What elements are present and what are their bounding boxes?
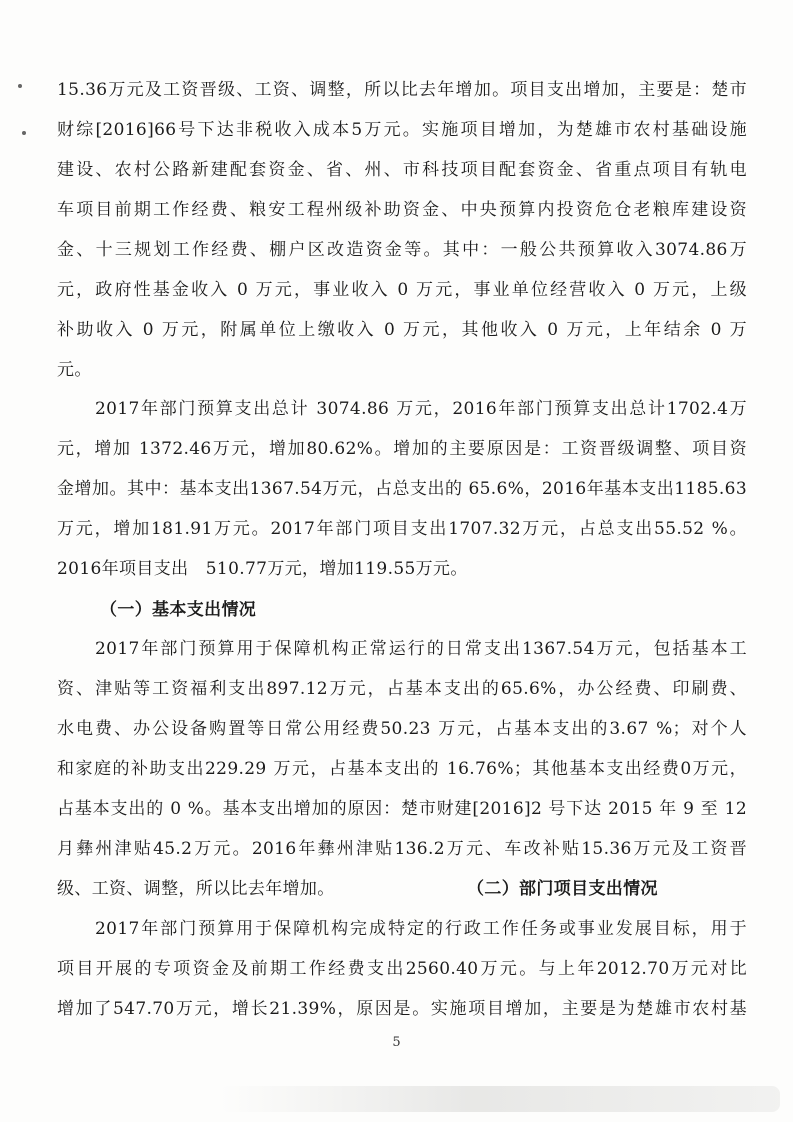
paragraph-line: 元，增加 1372.46万元，增加80.62%。增加的主要原因是：工资晋级调整、项目资 [57,439,747,459]
paragraph-line: 建设、农村公路新建配套资金、省、州、市科技项目配套资金、省重点项目有轨电 [57,160,747,180]
paragraph-line: 2016年项目支出 510.77万元，增加119.55万元。 [57,559,468,579]
paragraph-line: 资、津贴等工资福利支出897.12万元，占基本支出的65.6%，办公经费、印刷费、 [57,679,747,699]
paragraph-line: 补助收入 0 万元，附属单位上缴收入 0 万元，其他收入 0 万元，上年结余 0 万 [57,320,747,340]
scan-mark [22,131,26,135]
paragraph-line: 占基本支出的 0 %。基本支出增加的原因：楚市财建[2016]2 号下达 2015 年 9 至 12 [57,799,747,819]
paragraph-line: 级、工资、调整，所以比去年增加。 [57,879,335,899]
paragraph-line: 增加了547.70万元，增长21.39%，原因是。实施项目增加，主要是为楚雄市农村基 [57,999,747,1019]
paragraph-line: 元。 [57,360,92,380]
paragraph-line: 财综[2016]66号下达非税收入成本5万元。实施项目增加，为楚雄市农村基础设施 [57,120,747,140]
paragraph-line: 2017年部门预算支出总计 3074.86 万元，2016年部门预算支出总计1702.4万 [95,399,747,419]
paragraph-line: 和家庭的补助支出229.29 万元，占基本支出的 16.76%；其他基本支出经费0万元， [57,759,747,779]
page-number: 5 [392,1035,401,1050]
scan-mark [18,84,22,88]
paragraph-line: 元，政府性基金收入 0 万元，事业收入 0 万元，事业单位经营收入 0 万元，上级 [57,280,747,300]
paragraph-line: 项目开展的专项资金及前期工作经费支出2560.40万元。与上年2012.70万元对比 [57,959,747,979]
paragraph-line: 金、十三规划工作经费、棚户区改造资金等。其中：一般公共预算收入3074.86万 [57,240,747,260]
section-heading: （二）部门项目支出情况 [467,879,658,899]
paragraph-line: 水电费、办公设备购置等日常公用经费50.23 万元，占基本支出的3.67 %；对个人 [57,719,747,739]
paragraph-line: 车项目前期工作经费、粮安工程州级补助资金、中央预算内投资危仓老粮库建设资 [57,200,747,220]
paragraph-line: 15.36万元及工资晋级、工资、调整，所以比去年增加。项目支出增加，主要是：楚市 [57,80,747,100]
paragraph-line: 月彝州津贴45.2万元。2016年彝州津贴136.2万元、车改补贴15.36万元及工资晋 [57,839,747,859]
paragraph-line: 2017年部门预算用于保障机构完成特定的行政工作任务或事业发展目标，用于 [95,919,747,939]
paragraph-line: 万元，增加181.91万元。2017年部门项目支出1707.32万元，占总支出55.52 %。 [57,519,747,539]
paragraph-line: 金增加。其中：基本支出1367.54万元，占总支出的 65.6%，2016年基本支出1185.63 [57,479,747,499]
scan-shadow [220,1086,780,1112]
paragraph-line: 2017年部门预算用于保障机构正常运行的日常支出1367.54万元，包括基本工 [95,639,747,659]
section-heading: （一）基本支出情况 [100,600,257,620]
